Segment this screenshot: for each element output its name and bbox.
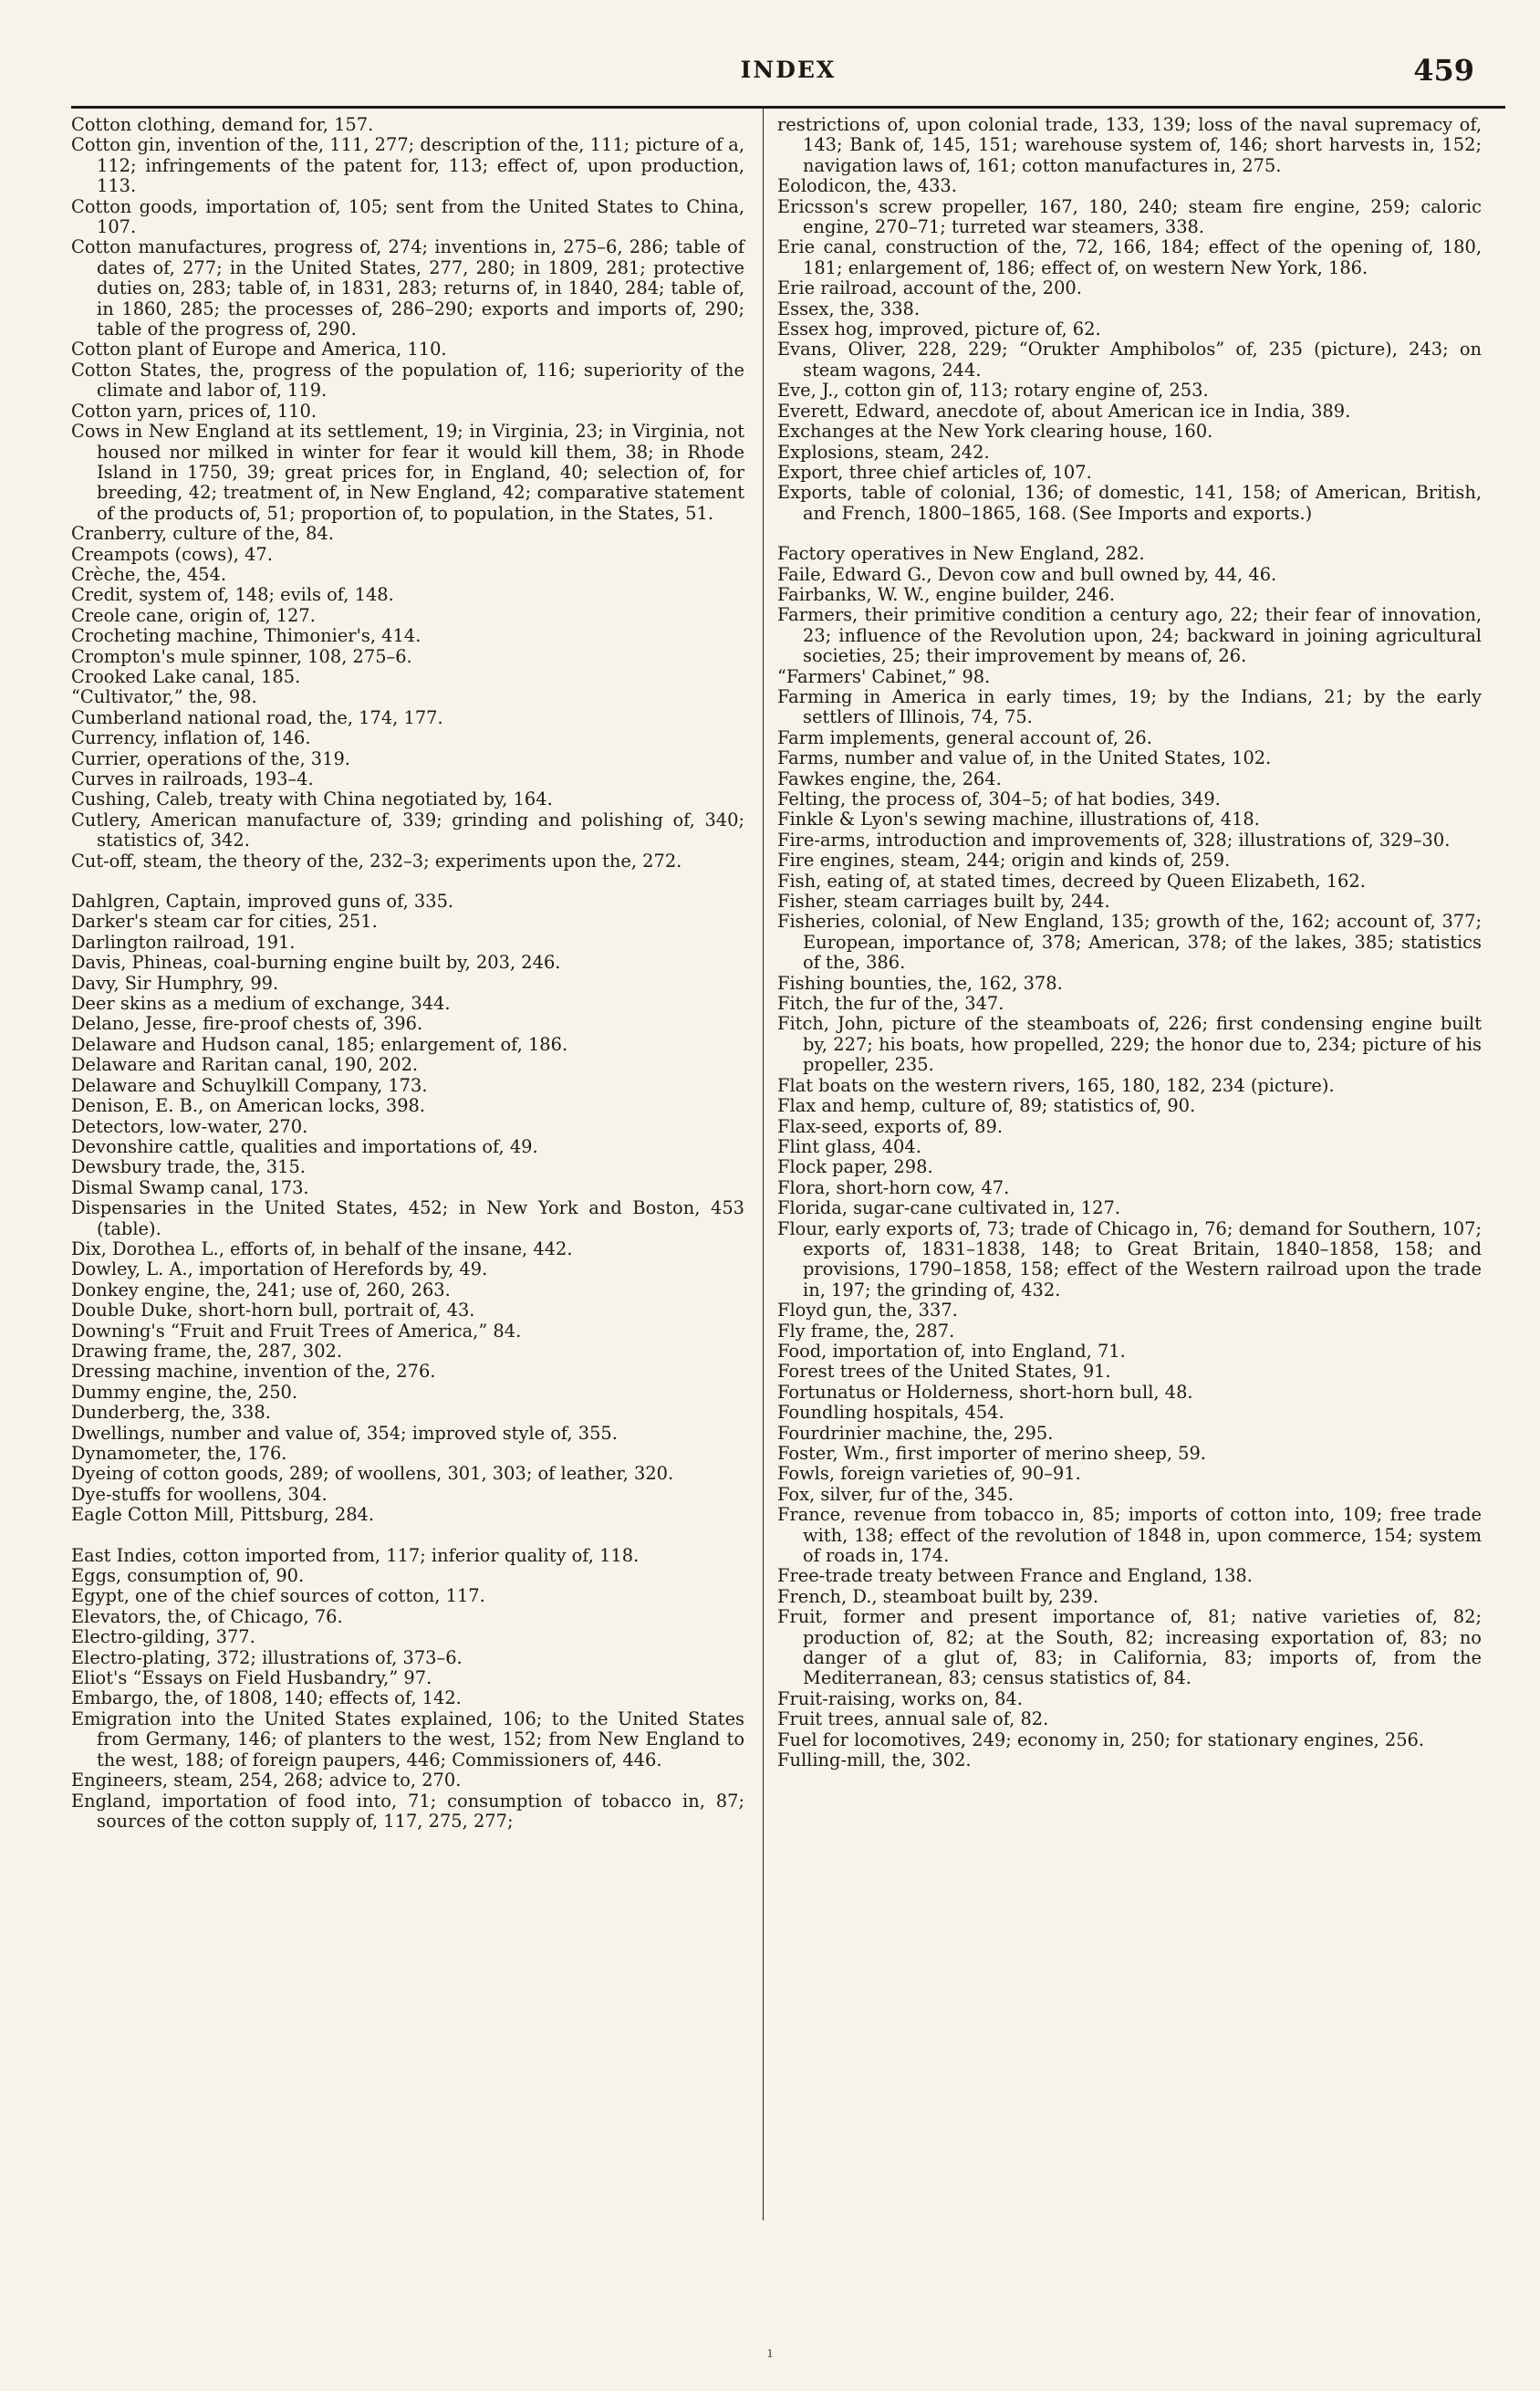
index-entry: Erie railroad, account of the, 200. — [777, 277, 1082, 299]
index-entry: Exchanges at the New York clearing house, 160. — [777, 421, 1213, 443]
index-entry: Fortunatus or Holderness, short-horn bull, 48. — [777, 1381, 1193, 1403]
index-entry: Dwellings, number and value of, 354; improved style of, 355. — [71, 1422, 618, 1444]
index-entry: Fly frame, the, 287. — [777, 1320, 955, 1342]
index-entry: Downing's “Fruit and Fruit Trees of America,” 84. — [71, 1320, 522, 1342]
index-entry: Fowls, foreign varieties of, 90–91. — [777, 1463, 1081, 1485]
index-entry: Cows in New England at its settlement, 19; in Virginia, 23; in Virginia, not housed nor milked in winter for fear it would kill them, 38; in Rhode Island in 1750, 39; great prices for, in England, 40; selection of, for breeding, 42; treatment of, in New England, 42; comparative statement of the products of, 51; proportion of, to population, in the States, 51. — [71, 421, 744, 524]
index-entry: Floyd gun, the, 337. — [777, 1300, 958, 1321]
index-entry: Delaware and Raritan canal, 190, 202. — [71, 1054, 419, 1076]
index-entry: Foster, Wm., first importer of merino sheep, 59. — [777, 1443, 1206, 1464]
index-entry: restrictions of, upon colonial trade, 133, 139; loss of the naval supremacy of, 143; Bank of, 145, 151; warehouse system of, 146; short harvests in, 152; navigation laws of, 161; cotton manufactures in, 275. — [777, 114, 1482, 176]
index-entry: “Farmers' Cabinet,” 98. — [777, 665, 991, 687]
right-column — [777, 115, 1482, 1771]
index-entry: Currier, operations of the, 319. — [71, 747, 350, 769]
column-divider — [763, 108, 764, 2220]
index-entry: Everett, Edward, anecdote of, about American ice in India, 389. — [777, 400, 1351, 422]
index-entry: Fourdrinier machine, the, 295. — [777, 1422, 1054, 1444]
index-entry: Flock paper, 298. — [777, 1156, 933, 1178]
index-entry: Cutlery, American manufacture of, 339; grinding and polishing of, 340; statistics of, 342. — [71, 809, 744, 851]
page-header — [71, 49, 1505, 89]
index-entry: Free-trade treaty between France and England, 138. — [777, 1565, 1253, 1587]
index-entry: Creole cane, origin of, 127. — [71, 604, 316, 626]
index-entry: Eliot's “Essays on Field Husbandry,” 97. — [71, 1667, 432, 1689]
index-entry: Explosions, steam, 242. — [777, 441, 990, 463]
index-entry: “Cultivator,” the, 98. — [71, 686, 257, 708]
index-entry: Forest trees of the United States, 91. — [777, 1361, 1111, 1383]
index-entry: Flint glass, 404. — [777, 1135, 921, 1157]
index-entry: Delano, Jesse, fire-proof chests of, 396. — [71, 1013, 423, 1035]
index-entry: Dynamometer, the, 176. — [71, 1443, 287, 1464]
index-entry: Fish, eating of, at stated times, decreed by Queen Elizabeth, 162. — [777, 870, 1366, 892]
index-entry: Cumberland national road, the, 174, 177. — [71, 706, 443, 728]
index-entry: England, importation of food into, 71; consumption of tobacco in, 87; sources of the cotton supply of, 117, 275, 277; — [71, 1790, 744, 1832]
index-entry: Engineers, steam, 254, 268; advice to, 270. — [71, 1770, 462, 1791]
index-entry: Delaware and Hudson canal, 185; enlargement of, 186. — [71, 1033, 568, 1055]
index-entry: Double Duke, short-horn bull, portrait of, 43. — [71, 1300, 475, 1321]
index-entry: Dewsbury trade, the, 315. — [71, 1156, 306, 1178]
index-entry: Cotton yarn, prices of, 110. — [71, 400, 317, 422]
index-entry: Cranberry, culture of the, 84. — [71, 523, 334, 545]
index-entry: Farm implements, general account of, 26. — [777, 726, 1152, 748]
index-entry: Curves in railroads, 193–4. — [71, 768, 314, 789]
index-entry: Crèche, the, 454. — [71, 563, 226, 585]
index-entry: Eggs, consumption of, 90. — [71, 1565, 305, 1587]
index-entry: Dispensaries in the United States, 452; in New York and Boston, 453 (table). — [71, 1197, 744, 1239]
index-entry: Denison, E. B., on American locks, 398. — [71, 1095, 426, 1117]
index-entry: Detectors, low-water, 270. — [71, 1115, 308, 1137]
index-entry: Dyeing of cotton goods, 289; of woollens, 301, 303; of leather, 320. — [71, 1463, 674, 1485]
index-entry: Fitch, John, picture of the steamboats of, 226; first condensing engine built by, 227; his boats, how propelled, 229; the honor due to, 234; picture of his propeller, 235. — [777, 1013, 1482, 1076]
index-entry: Ericsson's screw propeller, 167, 180, 240; steam fire engine, 259; caloric engine, 270–71; turreted war steamers, 338. — [777, 195, 1482, 238]
left-column — [71, 115, 744, 1832]
index-entry: Evans, Oliver, 228, 229; “Orukter Amphibolos” of, 235 (picture), 243; on steam wagons, 244. — [777, 339, 1482, 381]
index-entry: Dowley, L. A., importation of Herefords by, 49. — [71, 1258, 488, 1280]
index-entry: Deer skins as a medium of exchange, 344. — [71, 993, 451, 1015]
index-entry: Fox, silver, fur of the, 345. — [777, 1483, 1014, 1505]
index-entry: Faile, Edward G., Devon cow and bull owned by, 44, 46. — [777, 563, 1277, 585]
index-entry: Essex hog, improved, picture of, 62. — [777, 318, 1101, 340]
index-entry: Food, importation of, into England, 71. — [777, 1340, 1126, 1362]
index-entry: Cotton plant of Europe and America, 110. — [71, 339, 447, 360]
index-entry: Currency, inflation of, 146. — [71, 727, 311, 749]
index-entry: Dye-stuffs for woollens, 304. — [71, 1483, 328, 1505]
index-entry: Dunderberg, the, 338. — [71, 1402, 271, 1424]
index-entry: Eolodicon, the, 433. — [777, 175, 957, 197]
index-entry: East Indies, cotton imported from, 117; inferior quality of, 118. — [71, 1544, 640, 1566]
index-entry: Florida, sugar-cane cultivated in, 127. — [777, 1197, 1120, 1219]
index-entry: Fuel for locomotives, 249; economy in, 250; for stationary engines, 256. — [777, 1728, 1425, 1750]
index-entry: Finkle & Lyon's sewing machine, illustrations of, 418. — [777, 809, 1260, 830]
index-entry: Fairbanks, W. W., engine builder, 246. — [777, 583, 1116, 605]
index-entry: Darker's steam car for cities, 251. — [71, 911, 378, 933]
index-entry: Fruit trees, annual sale of, 82. — [777, 1708, 1049, 1730]
index-entry: Cotton manufactures, progress of, 274; inventions in, 275–6, 286; table of dates of, 277; in the United States, 277, 280; in 1809, 281; protective duties on, 283; table of, in 1831, 283; returns of, in 1840, 284; table of, in 1860, 285; the processes of, 286–290; exports and imports of, 290; table of the progress of, 290. — [71, 236, 744, 340]
index-entry: Crocheting machine, Thimonier's, 414. — [71, 625, 421, 647]
index-entry: Exports, table of colonial, 136; of domestic, 141, 158; of American, British, and French, 1800–1865, 168. (See Imports and exports.) — [777, 482, 1482, 524]
index-entry: Fire-arms, introduction and improvements of, 328; illustrations of, 329–30. — [777, 829, 1451, 851]
index-entry: Erie canal, construction of the, 72, 166, 184; effect of the opening of, 180, 181; enlargement of, 186; effect of, on western New York, 186. — [777, 236, 1482, 278]
index-entry: Cotton gin, invention of the, 111, 277; description of the, 111; picture of a, 112; infringements of the patent for, 113; effect of, upon production, 113. — [71, 134, 744, 197]
index-entry: Fruit-raising, works on, 84. — [777, 1687, 1023, 1709]
index-entry: Factory operatives in New England, 282. — [777, 543, 1145, 565]
index-entry: Cut-off, steam, the theory of the, 232–3; experiments upon the, 272. — [71, 850, 682, 872]
index-entry: Fisher, steam carriages built by, 244. — [777, 891, 1110, 913]
index-entry: Donkey engine, the, 241; use of, 260, 263. — [71, 1279, 451, 1300]
index-entry: Fisheries, colonial, of New England, 135; growth of the, 162; account of, 377; European, importance of, 378; American, 378; of the lakes, 385; statistics of the, 386. — [777, 911, 1482, 974]
index-entry: Cotton States, the, progress of the population of, 116; superiority of the climate and labor of, 119. — [71, 359, 744, 402]
index-entry: Dummy engine, the, 250. — [71, 1381, 298, 1403]
index-entry: Flora, short-horn cow, 47. — [777, 1176, 1010, 1198]
index-entry: Electro-gilding, 377. — [71, 1626, 255, 1648]
footer-mark: ı — [767, 2344, 773, 2361]
index-entry: Eagle Cotton Mill, Pittsburg, 284. — [71, 1504, 375, 1526]
index-entry: Crooked Lake canal, 185. — [71, 665, 301, 687]
page-number: 459 — [1413, 53, 1474, 88]
page-title: INDEX — [740, 57, 837, 83]
index-entry: Creampots (cows), 47. — [71, 543, 273, 565]
index-entry: Export, three chief articles of, 107. — [777, 461, 1092, 483]
index-entry: French, D., steamboat built by, 239. — [777, 1585, 1099, 1607]
index-entry: Fitch, the fur of the, 347. — [777, 993, 1004, 1015]
index-entry: Credit, system of, 148; evils of, 148. — [71, 584, 394, 606]
index-entry: Emigration into the United States explained, 106; to the United States from Germany, 146; of planters to the west, 152; from New England to the west, 188; of foreign paupers, 446; Commissioners of, 446. — [71, 1707, 744, 1770]
index-entry: Davy, Sir Humphry, 99. — [71, 972, 279, 994]
index-entry: Dahlgren, Captain, improved guns of, 335. — [71, 891, 454, 913]
index-entry: Fire engines, steam, 244; origin and kinds of, 259. — [777, 850, 1231, 872]
index-entry: Flat boats on the western rivers, 165, 180, 182, 234 (picture). — [777, 1074, 1335, 1096]
index-entry: Flour, early exports of, 73; trade of Chicago in, 76; demand for Southern, 107; exports of, 1831–1838, 148; to Great Britain, 1840–1858, 158; and provisions, 1790–1858, 158; effect of the Western railroad upon the trade in, 197; the grinding of, 432. — [777, 1217, 1482, 1300]
index-entry: Farmers, their primitive condition a century ago, 22; their fear of innovation, 23; influence of the Revolution upon, 24; backward in joining agricultural societies, 25; their improvement by means of, 26. — [777, 604, 1482, 667]
index-entry: Fruit, former and present importance of, 81; native varieties of, 82; production of, 82; at the South, 82; increasing exportation of, 83; no danger of a glut of, 83; in California, 83; imports of, from the Mediterranean, 83; census statistics of, 84. — [777, 1606, 1482, 1689]
index-entry: Cotton goods, importation of, 105; sent from the United States to China, 107. — [71, 195, 744, 238]
index-entry: Cushing, Caleb, treaty with China negotiated by, 164. — [71, 788, 553, 810]
index-entry: Eve, J., cotton gin of, 113; rotary engine of, 253. — [777, 380, 1209, 402]
index-entry: France, revenue from tobacco in, 85; imports of cotton into, 109; free trade with, 138; effect of the revolution of 1848 in, upon commerce, 154; system of roads in, 174. — [777, 1504, 1482, 1567]
index-entry: Felting, the process of, 304–5; of hat bodies, 349. — [777, 788, 1221, 809]
index-entry: Devonshire cattle, qualities and importations of, 49. — [71, 1135, 538, 1157]
index-entry: Crompton's mule spinner, 108, 275–6. — [71, 645, 412, 667]
index-entry: Egypt, one of the chief sources of cotton, 117. — [71, 1585, 485, 1607]
index-entry: Cotton clothing, demand for, 157. — [71, 114, 374, 135]
index-entry: Farms, number and value of, in the United States, 102. — [777, 747, 1272, 769]
index-entry: Foundling hospitals, 454. — [777, 1402, 1004, 1424]
index-entry: Electro-plating, 372; illustrations of, 373–6. — [71, 1646, 463, 1668]
index-entry: Essex, the, 338. — [777, 298, 921, 319]
index-entry: Fishing bounties, the, 162, 378. — [777, 972, 1063, 994]
index-entry: Drawing frame, the, 287, 302. — [71, 1340, 343, 1362]
index-entry: Fulling-mill, the, 302. — [777, 1749, 972, 1771]
index-entry: Elevators, the, of Chicago, 76. — [71, 1605, 343, 1627]
index-entry: Davis, Phineas, coal-burning engine built by, 203, 246. — [71, 952, 561, 974]
index-entry: Dismal Swamp canal, 173. — [71, 1176, 309, 1198]
index-entry: Flax-seed, exports of, 89. — [777, 1115, 1004, 1137]
index-entry: Embargo, the, of 1808, 140; effects of, 142. — [71, 1687, 462, 1709]
index-entry: Dix, Dorothea L., efforts of, in behalf of the insane, 442. — [71, 1237, 573, 1259]
index-entry: Farming in America in early times, 19; by the Indians, 21; by the early settlers of Illinois, 74, 75. — [777, 685, 1482, 728]
header-rule — [71, 106, 1505, 109]
index-entry: Dressing machine, invention of the, 276. — [71, 1361, 436, 1383]
index-entry: Flax and hemp, culture of, 89; statistics of, 90. — [777, 1095, 1196, 1117]
index-entry: Delaware and Schuylkill Company, 173. — [71, 1074, 428, 1096]
index-entry: Fawkes engine, the, 264. — [777, 767, 1002, 789]
index-entry: Darlington railroad, 191. — [71, 931, 296, 953]
